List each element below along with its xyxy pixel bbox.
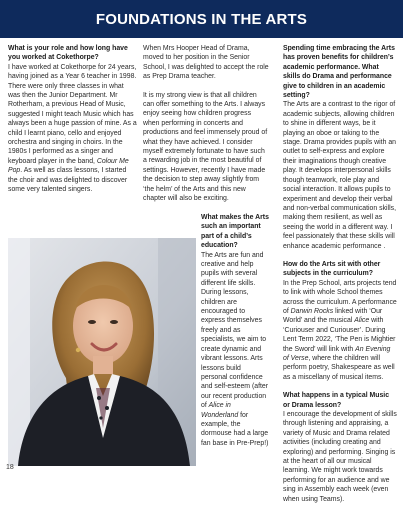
title-evening-of-verse: An Evening of Verse bbox=[283, 345, 391, 362]
answer-curriculum-mid: linked with ‘Our World’ and the musical bbox=[283, 307, 383, 325]
question-lesson: What happens in a typical Music or Drama lesson? bbox=[283, 392, 390, 409]
production-name: Alice in Wonderland bbox=[201, 402, 239, 419]
answer-lesson: I encourage the development of skills through listening and appraising, a variety of Music and Drama related activities (including creating and exploring) and performing. Singing is at the heart of all our musical learning. We might work towards performing for an audience and we sing in Assembly each week (even when using Teams). bbox=[283, 411, 397, 503]
page-title: FOUNDATIONS IN THE ARTS bbox=[95, 10, 308, 28]
answer-curriculum: In the Prep School, arts projects tend to link with whole School themes across the curriculum. A performance of bbox=[283, 279, 397, 315]
column-2 bbox=[143, 44, 269, 213]
portrait-illustration bbox=[8, 238, 196, 466]
answer-benefits: The Arts are a contrast to the rigor of academic subjects, allowing children to shine in different ways, be it playing an oboe or taking to the stage. Drama provides pupils with an outlet to self-express and explore their imaginations though creative play. It develops interpersonal skills though teamwork, role play and social interaction. It allows pupils to experiment and develop their verbal and non-verbal communication skills, making them resilient, as well as seeing the world in a different way. I feel passionately that these skills will enhance academic performance . bbox=[283, 101, 396, 250]
page-number: 18 bbox=[6, 464, 14, 471]
answer-importance-end: for example, the dormouse had a large fan base in Pre-Prep!) bbox=[201, 411, 269, 447]
question-importance: What makes the Arts such an important part of a child’s education? bbox=[201, 214, 269, 250]
answer-role-end: . As well as class lessons, I started the choir and was delighted to discover some very talented singers. bbox=[8, 167, 128, 194]
question-benefits: Spending time embracing the Arts has proven benefits for children’s academic performance. What skills do Drama and performance give to children in an academic setting? bbox=[283, 45, 395, 100]
answer-importance: The Arts are fun and creative and help pupils with several different life skills. During lessons, children are encouraged to express themselves freely and as specialists, we aim to create dynamic and vibrant lessons. Arts lessons build personal confidence and self-esteem (after our recent production of bbox=[201, 251, 269, 410]
portrait-photo bbox=[8, 238, 196, 466]
column-1 bbox=[8, 44, 137, 204]
header-banner bbox=[0, 0, 403, 38]
column-2-lower bbox=[201, 213, 269, 448]
paragraph-arts-view: It is my strong view is that all children can offer something to the Arts. I always enjoy seeing how children progress when performing in concerts and productions and feel immensely proud of what they have achieved. I consider myself extremely fortunate to have such a rewarding job in the most beautiful of settings. However, recently I have made the decision to step away slightly from ‘the helm’ of the Arts and this new chapter will also be exciting. bbox=[143, 91, 268, 203]
paragraph-drama-role: When Mrs Hooper Head of Drama, moved to her position in the Senior School, I was delighted to accept the role as Prep Drama teacher. bbox=[143, 45, 269, 81]
question-role: What is your role and how long have you worked at Cokethorpe? bbox=[8, 45, 128, 62]
answer-role: I have worked at Cokethorpe for 24 years, having joined as a Year 6 teacher in 1998. There were only three classes in what was then the Junior Department. Mr Rotherham, a previous Head of Music, suggested I might teach Music which has always been a huge passion of mine. As a child I learnt piano, cello and enjoyed orchestra and singing in choirs. In the 1980s I performed as a singer and keyboard player in the band, bbox=[8, 63, 137, 165]
title-darwin-rocks: Darwin Rocks bbox=[290, 307, 334, 315]
question-curriculum: How do the Arts sit with other subjects in the curriculum? bbox=[283, 260, 381, 278]
band-name: Colour Me Pop bbox=[8, 157, 129, 175]
answer-curriculum-end: , where the children will perform poetry, Shakespeare as well as a miscellany of musical items. bbox=[283, 355, 395, 381]
answer-curriculum-mid2: with ‘Curiouser and Curiouser’. During Lent Term 2022, ‘The Pen is Mightier the Sword’ will link with bbox=[283, 317, 396, 353]
column-3 bbox=[283, 44, 397, 513]
title-alice: Alice bbox=[354, 317, 370, 325]
